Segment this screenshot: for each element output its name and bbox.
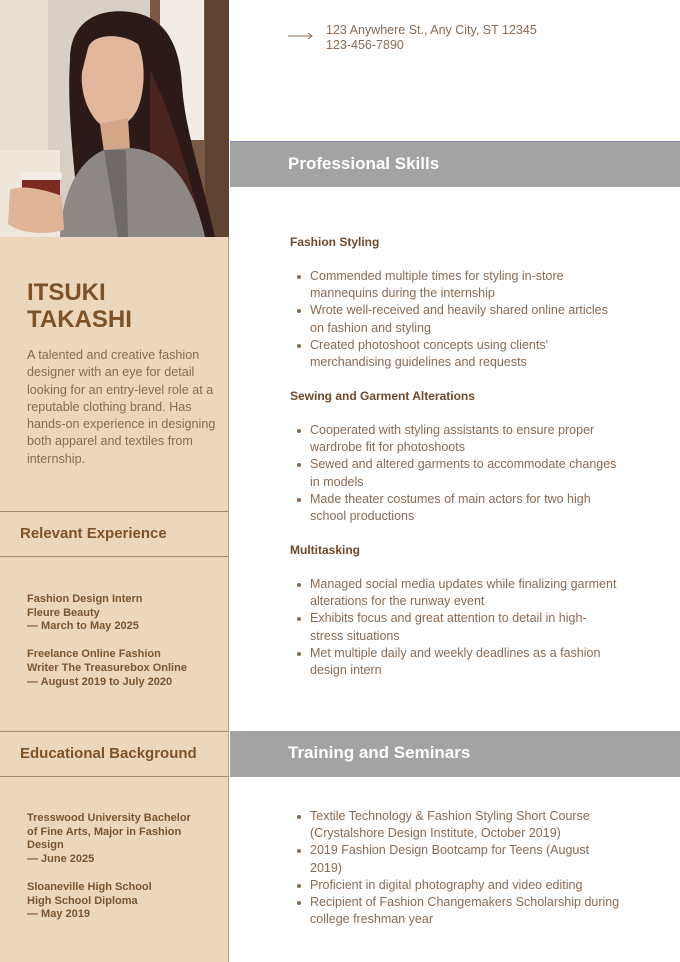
skill-group-list — [290, 576, 640, 679]
training-list — [290, 808, 640, 928]
education-heading: Educational Background — [20, 745, 197, 762]
education-line: Tresswood University Bachelor — [27, 812, 191, 824]
education-entry — [27, 812, 217, 867]
list-item: Made theater costumes of main actors for two high school productions — [290, 491, 640, 525]
list-item: Managed social media updates while finalizing garment alterations for the runway event — [290, 576, 640, 610]
arrow-right-icon — [288, 32, 314, 40]
experience-line: — March to May 2025 — [27, 620, 139, 633]
candidate-name — [27, 279, 217, 333]
education-entry — [27, 881, 217, 922]
skills-heading: Professional Skills — [288, 154, 440, 173]
last-name: TAKASHI — [27, 306, 132, 333]
profile-photo — [0, 0, 229, 237]
contact-phone: 123-456-7890 — [326, 38, 404, 52]
list-item: Exhibits focus and great attention to detail in high- stress situations — [290, 610, 640, 644]
education-line: High School Diploma — [27, 894, 138, 907]
education-heading-band — [0, 731, 229, 777]
education-line: Sloaneville High School — [27, 880, 152, 893]
skill-group-list — [290, 268, 640, 371]
profile-summary: A talented and creative fashion designer with an eye for detail looking for an entry-level role at a reputable clothing brand. Has hands-on experience in designing both apparel and textiles from internship. — [27, 348, 216, 466]
experience-line: Writer The Treasurebox Online — [27, 661, 187, 674]
experience-line: — August 2019 to July 2020 — [27, 675, 173, 688]
list-item: Cooperated with styling assistants to ensure proper wardrobe fit for photoshoots — [290, 422, 640, 456]
list-item: Recipient of Fashion Changemakers Scholarship during college freshman year — [290, 894, 640, 928]
experience-entry — [27, 648, 217, 689]
training-heading: Training and Seminars — [288, 743, 471, 762]
skill-group-title: Sewing and Garment Alterations — [290, 389, 475, 403]
experience-line: Freelance Online Fashion — [27, 648, 161, 661]
list-item: 2019 Fashion Design Bootcamp for Teens (August 2019) — [290, 842, 640, 876]
skills-heading-bar — [230, 141, 680, 187]
experience-list — [27, 593, 217, 703]
education-line: — May 2019 — [27, 908, 90, 921]
experience-entry — [27, 593, 217, 634]
list-item: Proficient in digital photography and video editing — [290, 877, 640, 894]
skill-group-title: Fashion Styling — [290, 235, 380, 249]
experience-line: Fleure Beauty — [27, 606, 100, 619]
contact-address: 123 Anywhere St., Any City, ST 12345 — [326, 23, 537, 37]
list-item: Met multiple daily and weekly deadlines as a fashion design intern — [290, 645, 640, 679]
education-line: Design — [27, 839, 64, 852]
training-heading-bar — [230, 731, 680, 777]
list-item: Textile Technology & Fashion Styling Short Course (Crystalshore Design Institute, October 2019) — [290, 808, 640, 842]
first-name: ITSUKI — [27, 279, 106, 306]
skill-group-title: Multitasking — [290, 543, 361, 557]
education-line: of Fine Arts, Major in Fashion — [27, 825, 182, 838]
list-item: Created photoshoot concepts using clients' merchandising guidelines and requests — [290, 337, 640, 371]
skill-group-list — [290, 422, 640, 525]
list-item: Sewed and altered garments to accommodate changes in models — [290, 456, 640, 490]
education-list — [27, 812, 217, 936]
experience-line: Fashion Design Intern — [27, 593, 143, 605]
experience-heading-band — [0, 511, 229, 557]
experience-heading: Relevant Experience — [20, 525, 167, 542]
education-line: — June 2025 — [27, 853, 95, 866]
list-item: Wrote well-received and heavily shared online articles on fashion and styling — [290, 302, 640, 336]
left-sidebar — [0, 0, 229, 962]
list-item: Commended multiple times for styling in-store mannequins during the internship — [290, 268, 640, 302]
